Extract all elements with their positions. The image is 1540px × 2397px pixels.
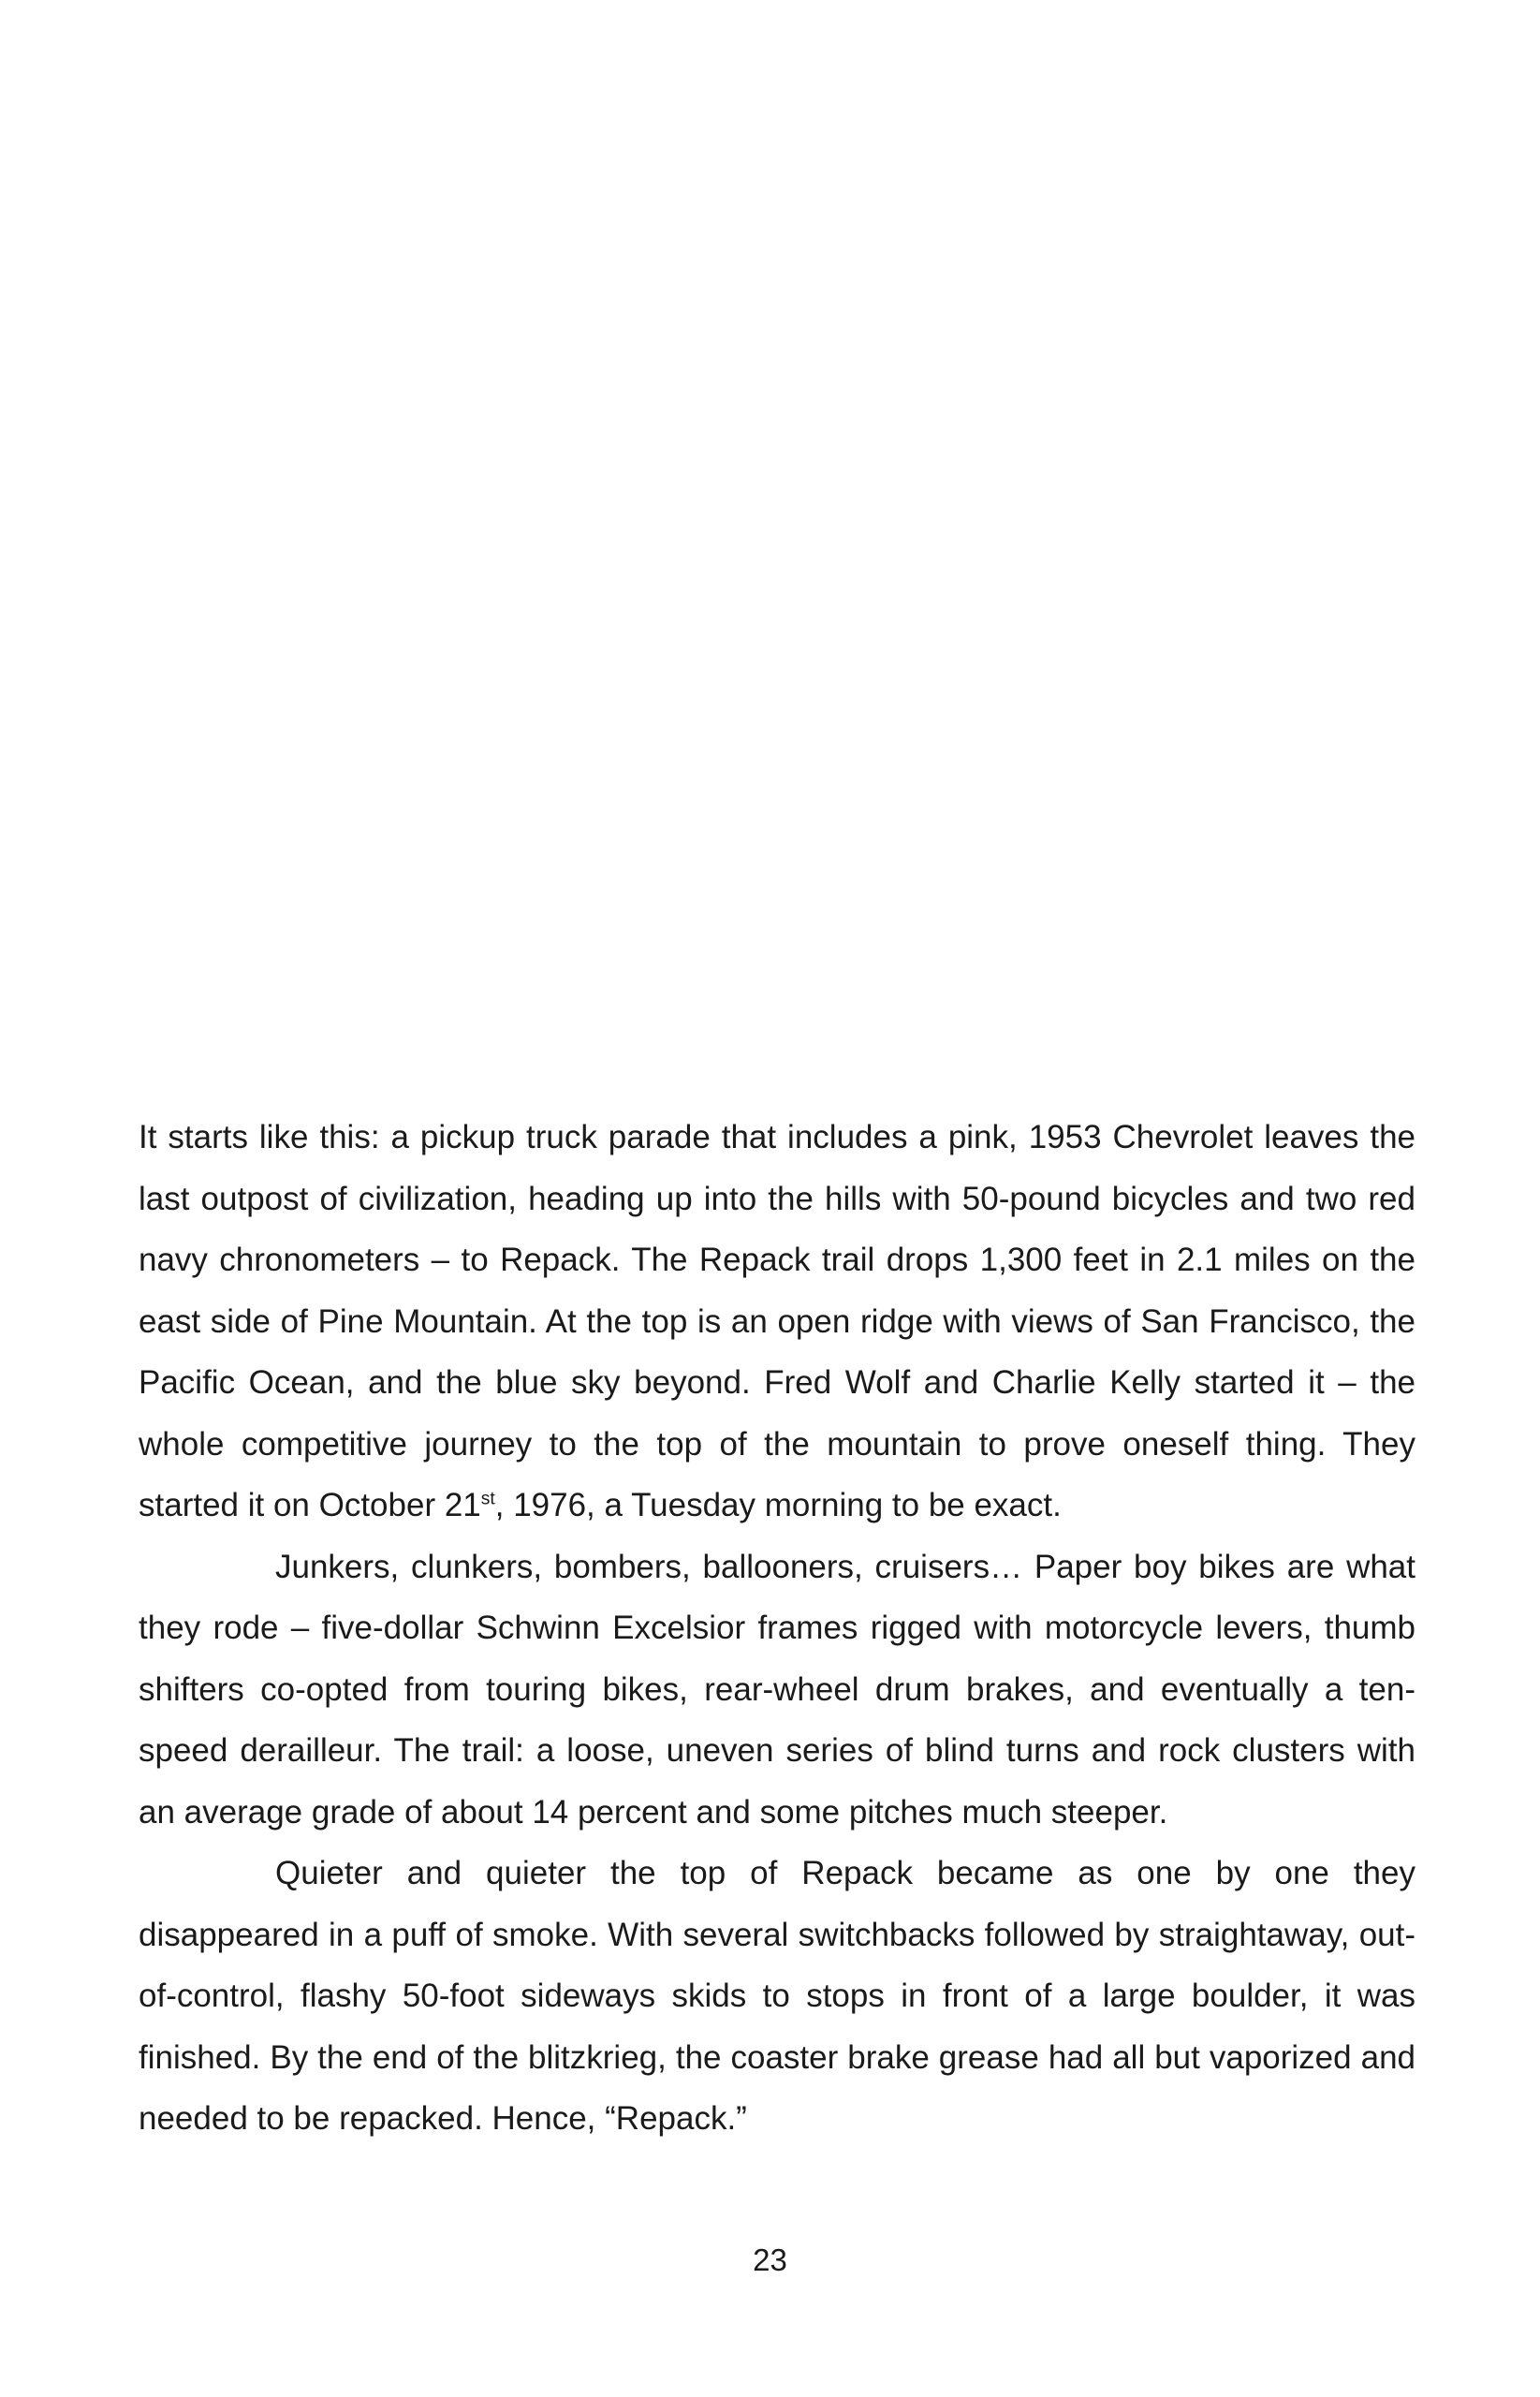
- paragraph-1-text-end: , 1976, a Tuesday morning to be exact.: [494, 1487, 1062, 1523]
- paragraph-2: Junkers, clunkers, bombers, ballooners, cruisers… Paper boy bikes are what they rode – five-dollar Schwinn Excelsior frames rigged with motorcycle levers, thumb shifters co-opted from touring bikes, rear-wheel drum brakes, and eventually a ten-speed derailleur. The trail: a loose, uneven series of blind turns and rock clusters with an average grade of about 14 percent and some pitches much steeper.: [139, 1548, 1415, 1831]
- paragraph-1: [139, 1107, 1415, 1537]
- ordinal-suffix: st: [480, 1489, 495, 1509]
- page-number: 23: [753, 2243, 787, 2277]
- paragraph-1-text: It starts like this: a pickup truck parade that includes a pink, 1953 Chevrolet leaves the last outpost of civilization, heading up into the hills with 50-pound bicycles and two red navy chronometers – to Repack. The Repack trail drops 1,300 feet in 2.1 miles on the east side of Pine Mountain. At the top is an open ridge with views of San Francisco, the Pacific Ocean, and the blue sky beyond. Fred Wolf and Charlie Kelly started it – the whole competitive journey to the top of the mountain to prove oneself thing. They started it on October 21: [139, 1119, 1415, 1523]
- paragraph-3: Quieter and quieter the top of Repack became as one by one they disappeared in a puff of smoke. With several switchbacks followed by straightaway, out-of-control, flashy 50-foot sideways skids to stops in front of a large boulder, it was finished. By the end of the blitzkrieg, the coaster brake grease had all but vaporized and needed to be repacked. Hence, “Repack.”: [139, 1855, 1415, 2137]
- body-text: [139, 1107, 1415, 2150]
